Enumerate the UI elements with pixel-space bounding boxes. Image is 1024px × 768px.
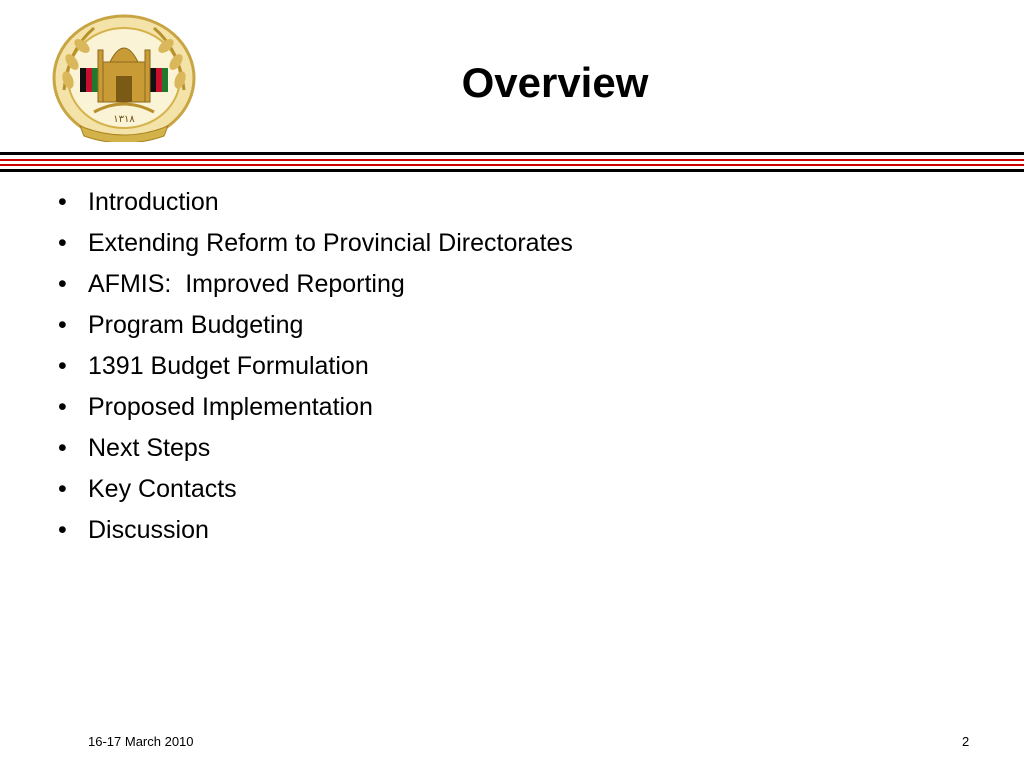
bullet-list <box>58 182 573 551</box>
bullet-item <box>58 428 573 469</box>
bullet-icon: • <box>58 393 67 421</box>
bullet-item <box>58 305 573 346</box>
bullet-item <box>58 182 573 223</box>
bullet-item <box>58 469 573 510</box>
divider-red-top <box>0 159 1024 161</box>
bullet-text: Program Budgeting <box>88 311 304 339</box>
bullet-icon: • <box>58 188 67 216</box>
divider-black-bottom <box>0 169 1024 172</box>
bullet-item <box>58 223 573 264</box>
divider-red-bottom <box>0 164 1024 166</box>
bullet-icon: • <box>58 434 67 462</box>
footer-date: 16-17 March 2010 <box>88 734 194 749</box>
emblem-caption: ١٣١٨ <box>113 114 135 125</box>
bullet-text: Proposed Implementation <box>88 393 373 421</box>
bullet-text: Extending Reform to Provincial Directorates <box>88 229 573 257</box>
bullet-icon: • <box>58 229 67 257</box>
bullet-text: AFMIS: Improved Reporting <box>88 270 405 298</box>
bullet-icon: • <box>58 352 67 380</box>
bullet-icon: • <box>58 475 67 503</box>
divider-black-top <box>0 152 1024 155</box>
bullet-text: Key Contacts <box>88 475 237 503</box>
bullet-text: Discussion <box>88 516 209 544</box>
bullet-icon: • <box>58 516 67 544</box>
national-emblem-icon <box>50 10 198 142</box>
page-number: 2 <box>962 734 970 749</box>
bullet-item <box>58 510 573 551</box>
bullet-text: Next Steps <box>88 434 211 462</box>
slide-title: Overview <box>461 59 649 106</box>
bullet-item <box>58 346 573 387</box>
bullet-item <box>58 387 573 428</box>
bullet-item <box>58 264 573 305</box>
bullet-icon: • <box>58 311 67 339</box>
bullet-text: 1391 Budget Formulation <box>88 352 369 380</box>
bullet-icon: • <box>58 270 67 298</box>
bullet-text: Introduction <box>88 188 219 216</box>
